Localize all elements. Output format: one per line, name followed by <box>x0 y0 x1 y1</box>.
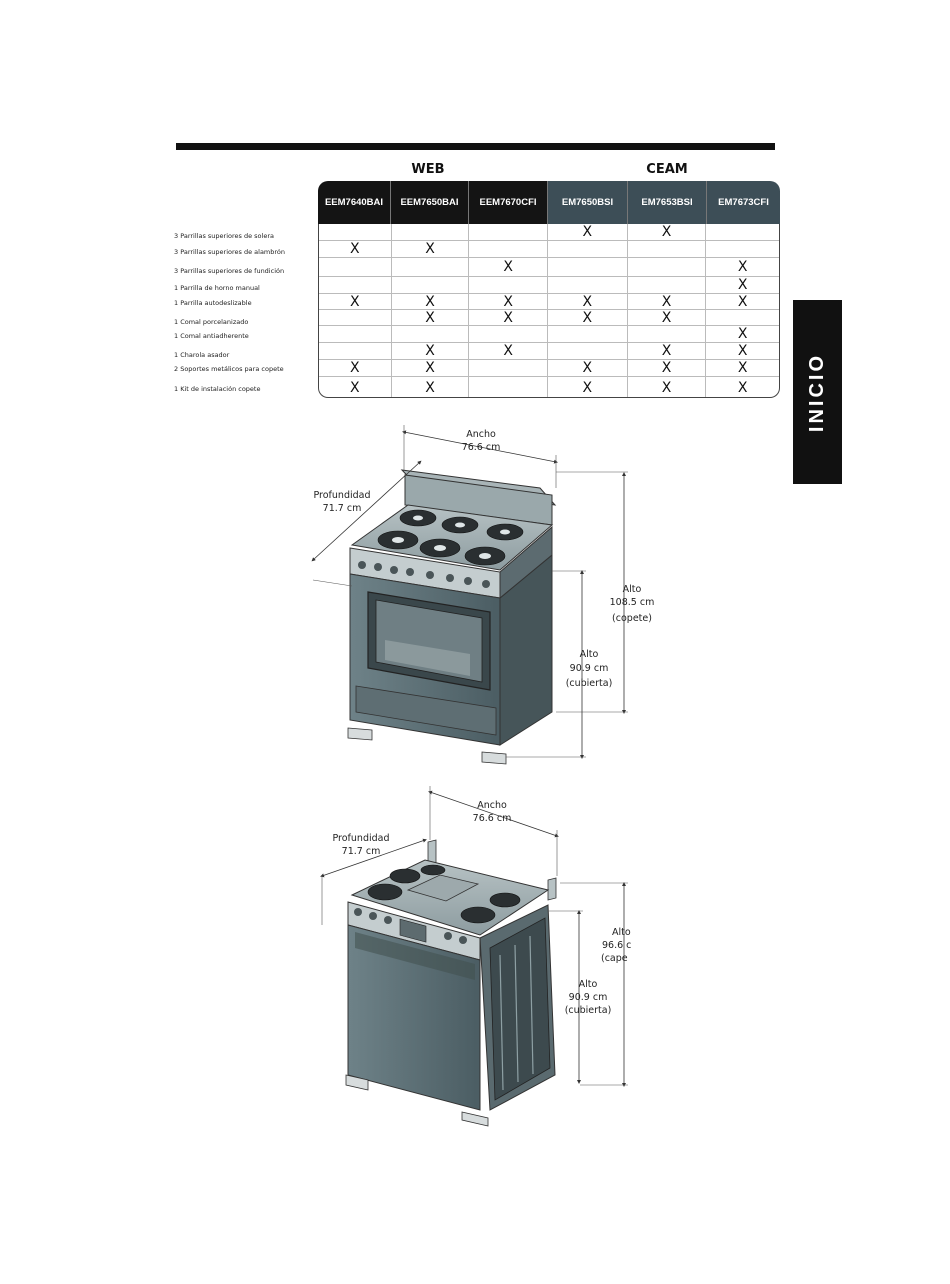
fig1-profundidad-value: 71.7 cm <box>322 503 362 514</box>
table-cell: X <box>628 377 707 398</box>
row-label: 3 Parrillas superiores de solera <box>174 232 274 240</box>
model-header: EEM7650BAI <box>391 181 469 224</box>
table-cell: X <box>469 310 548 325</box>
table-cell: X <box>737 343 748 359</box>
fig1-alto-copete-value: 108.5 cm <box>609 597 655 608</box>
table-cell: X <box>392 377 470 398</box>
table-cell: X <box>392 343 470 359</box>
range-figure-1 <box>313 425 654 764</box>
table-cell: X <box>548 294 628 309</box>
fig2-ancho-value: 76.6 cm <box>472 813 512 824</box>
fig1-alto-cubierta-value: 90.9 cm <box>569 663 609 674</box>
model-header: EEM7670CFI <box>469 181 548 224</box>
fig1-ancho-value: 76.6 cm <box>461 442 501 453</box>
table-cell: X <box>469 294 548 309</box>
table-cell: X <box>319 377 392 398</box>
table-cell: X <box>737 379 748 396</box>
table-cell: X <box>392 360 470 376</box>
table-cell: X <box>737 326 748 342</box>
fig2-alto-cubierta-label: Alto <box>578 979 598 990</box>
row-label: 1 Comal porcelanizado <box>174 318 249 326</box>
table-cell: X <box>392 310 470 325</box>
fig1-alto-copete-label: Alto <box>622 584 642 595</box>
row-label: 3 Parrillas superiores de alambrón <box>174 248 286 256</box>
row-label: 1 Parrilla autodeslizable <box>174 299 252 307</box>
model-header: EM7673CFI <box>707 181 780 224</box>
fig1-alto-cubierta-note: (cubierta) <box>565 678 613 689</box>
row-label: 1 Comal antiadherente <box>174 332 249 340</box>
model-header: EM7650BSI <box>548 181 628 224</box>
table-cell: X <box>628 343 707 359</box>
model-header: EM7653BSI <box>628 181 707 224</box>
fig1-alto-cubierta-label: Alto <box>579 649 599 660</box>
table-cell: X <box>392 294 470 309</box>
fig2-ancho-label: Ancho <box>477 800 507 811</box>
fig1-profundidad-label: Profundidad <box>313 490 371 501</box>
row-label: 1 Charola asador <box>174 351 230 359</box>
row-label: 1 Kit de instalación copete <box>174 385 261 393</box>
fig2-alto-copete-label: Alto <box>612 927 631 938</box>
table-cell: X <box>319 241 392 257</box>
group-label-web: WEB <box>411 162 445 177</box>
table-cell: X <box>628 360 707 376</box>
table-cell: X <box>628 310 707 325</box>
table-cell: X <box>548 377 628 398</box>
table-cell: X <box>628 294 707 309</box>
table-cell: X <box>392 241 470 257</box>
table-cell: X <box>548 224 628 240</box>
table-cell: X <box>548 360 628 376</box>
fig2-alto-cubierta-note: (cubierta) <box>564 1005 612 1016</box>
row-label: 2 Soportes metálicos para copete <box>174 365 284 373</box>
fig1-ancho-label: Ancho <box>466 429 496 440</box>
fig2-profundidad-value: 71.7 cm <box>341 846 381 857</box>
table-cell: X <box>469 258 548 276</box>
table-cell: X <box>319 294 392 309</box>
table-cell: X <box>737 293 748 310</box>
table-cell: X <box>737 360 748 376</box>
fig2-profundidad-label: Profundidad <box>332 833 390 844</box>
model-header: EEM7640BAI <box>318 181 391 224</box>
fig1-alto-copete-note: (copete) <box>612 613 652 624</box>
table-cell: X <box>548 310 628 325</box>
row-label: 3 Parrillas superiores de fundición <box>174 267 285 275</box>
group-label-ceam: CEAM <box>646 162 688 177</box>
table-cell: X <box>628 224 707 240</box>
table-cell: X <box>469 343 548 359</box>
fig2-alto-cubierta-value: 90.9 cm <box>568 992 608 1003</box>
table-cell: X <box>319 360 392 376</box>
range-figure-2 <box>322 786 631 1126</box>
row-label: 1 Parrilla de horno manual <box>174 284 260 292</box>
fig2-alto-copete-value: 96.6 c <box>602 940 632 951</box>
side-tab-label: INICIO <box>806 352 828 432</box>
table-cell: X <box>737 259 748 275</box>
fig2-alto-copete-note: (cape <box>601 953 628 964</box>
table-cell: X <box>737 277 748 293</box>
